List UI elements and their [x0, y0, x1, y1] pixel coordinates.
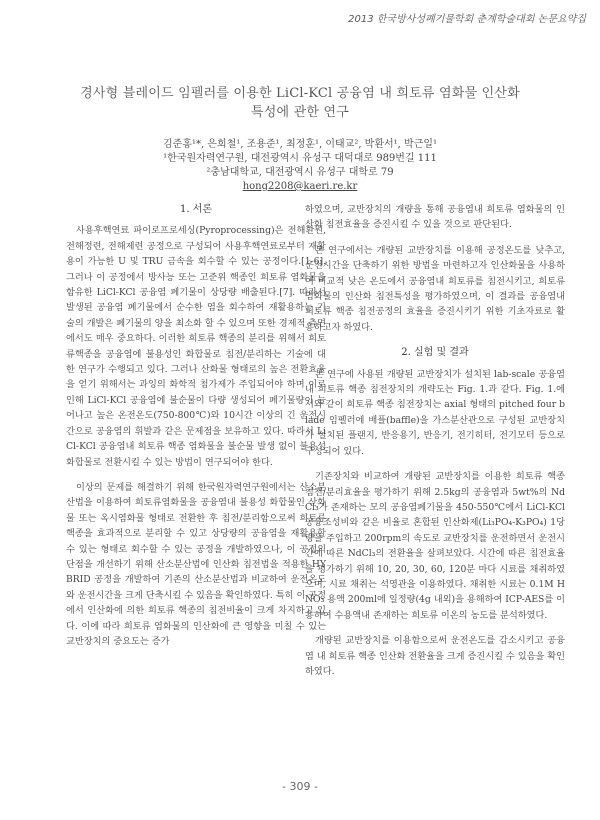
experiment-paragraph-3: 개량된 교반장치를 이용함으로써 운전온도를 감소시키고 공융염 내 희토류 핵종 인산화 전환율을 크게 증진시킬 수 있음을 확인하였다.	[305, 635, 565, 677]
title-line-1: 경사형 블레이드 임펠러를 이용한 LiCl-KCl 공융염 내 희토류 염화물 인산화	[80, 86, 520, 101]
page-number: - 309 -	[282, 780, 318, 793]
left-column	[66, 202, 326, 659]
right-column	[305, 202, 565, 689]
experiment-paragraph-2: 기존장치와 비교하여 개량된 교반장치를 이용한 희토류 핵종 침전/분리효율을 평가하기 위해 2.5kg의 공융염과 5wt%의 NdCl₃가 존재하는 모의 공융염폐기물을 450-550℃에서 LiCl-KCl 공융조성비와 같은 비율로 혼합된 인산화제(Li₃PO₄-K₃PO₄) 1당량을 주입하고 200rpm의 속도로 교반장치를 운전하면서 운전시간에 따른 NdCl₃의 전환율을 살펴보았다. 시간에 따른 침전효율을 평가하기 위해 10, 20, 30, 60, 120분 마다 시료를 채취하였으며, 시료 채취는 석영관을 이용하였다. 채취한 시료는 0.1M HNO₃ 용액 200ml에 일정량(4g 내외)을 용해하여 ICP-AES를 이용하여 수용액내 존재하는 희토류 이온의 농도를 분석하였다.	[305, 471, 565, 621]
author-names: 김준홍¹*, 은희철¹, 조용준¹, 최정훈¹, 이태교², 박환서¹, 박근일¹	[162, 139, 438, 150]
affiliation-1: ¹한국원자력연구원, 대전광역시 유성구 대덕대로 989번길 111	[163, 153, 437, 164]
section-title-intro: 1. 서론	[179, 204, 213, 215]
author-email: hong2208@kaeri.re.kr	[242, 181, 358, 192]
affiliation-2: ²충남대학교, 대전광역시 유성구 대학로 79	[206, 167, 394, 178]
intro-paragraph-1: 사용후핵연료 파이로프로세싱(Pyroprocessing)은 전해환원, 전해정련, 전해제련 공정으로 구성되어 사용후핵연료로부터 재활용이 가능한 U 및 TRU 금속을 회수할 수 있는 공정이다.[1-6]. 그러나 이 공정에서 방사능 또는 고준위 핵종인 희토류 염화물을 함유한 LiCl-KCl 공융염 폐기물이 상당량 배출된다.[7]. 따라서 발생된 공융염 폐기물에서 순수한 염을 회수하여 재활용하는 기술의 개발은 폐기물의 양을 최소화 할 수 있으며 또한 경제적 측면에서도 매우 중요하다. 이러한 희토류 핵종의 분리를 위해서 희토류핵종을 공융염에 불용성인 화합물로 침전/분리하는 기술에 대한 연구가 수행되고 있다. 그러나 산화물 형태로의 높은 전환효율을 얻기 위해서는 과잉의 화학적 첨가제가 주입되어야 하며 이로 인해 LiCl-KCl 공융염에 불순물이 다량 생성되어 폐기물량이 늘어나고 높은 온전온도(750-800℃)와 10시간 이상의 긴 운전시간으로 공융염의 휘발과 같은 문제점을 보유하고 있다. 따라서 LiCl-KCl 공융염내 희토류 핵종 염화물을 불순물 발생 없이 불용성 화합물로 전환시킬 수 있는 방법이 연구되어야 한다.	[66, 225, 326, 468]
paper-title	[60, 84, 540, 122]
author-block	[100, 138, 500, 194]
intro-paragraph-3: 하였으며, 교반장치의 개량을 통해 공융염내 희토류 염화물의 인산화 침전효율을 증진시킬 수 있을 것으로 판단된다.	[305, 204, 565, 231]
conference-header: 2013 한국방사성폐기물학회 춘계학술대회 논문요약집	[348, 14, 586, 25]
intro-paragraph-2: 이상의 문제를 해결하기 위해 한국원자력연구원에서는 산소분산법을 이용하여 희토류염화물을 공융염내 불용성 화합물인 산화물 또는 옥시염화물 형태로 전환한 후 침전/분리함으로써 희토류 핵종을 효과적으로 분리할 수 있고 상당량의 공융염을 재활용할 수 있는 형태로 회수할 수 있는 공정을 개발하였으나, 이 공정의 단점을 개선하기 위해 산소분산법에 인산화 침전법을 적용한 HYBRID 공정을 개발하여 기존의 산소분산법과 비교하여 운전온도와 운전시간을 크게 단축시킬 수 있음을 확인하였다. 특히 이 공정에서 인산화에 의한 희토류 핵종의 침전비율이 크게 차지하고 있다. 이에 따라 희토류 염화물의 인산화에 큰 영향을 미칠 수 있는 교반장치의 중요도는 증가	[66, 481, 326, 647]
experiment-paragraph-1: 본 연구에 사용된 개량된 교반장치가 설치된 lab-scale 공융염내 희토류 핵종 침전장치의 개략도는 Fig. 1.과 같다. Fig. 1.에서와 같이 희토류 핵종 침전장치는 axial 형태의 pitched four blade 임펠러에 배플(baffle)을 가스분산관으로 구성된 교반장치가 설치된 플랜지, 반응용기, 반응기, 전기히터, 전기모터 등으로 구성되어 있다.	[305, 368, 565, 457]
intro-paragraph-4: 본 연구에서는 개량된 교반장치를 이용해 공정온도를 낮추고, 운전시간을 단축하기 위한 방법을 마련하고자 인산화물을 사용하여 비교적 낮은 온도에서 공융염내 희토류를 침전시키고, 희토류 염화물의 인산화 침전특성을 평가하였으며, 이 결과를 공융염내 희토류 핵종 침전공정의 효율을 증진시키기 위한 기초자료로 활용하고자 하였다.	[305, 244, 565, 333]
section-title-experiment: 2. 실험 및 결과	[401, 347, 469, 359]
title-line-2: 특성에 관한 연구	[251, 105, 349, 120]
